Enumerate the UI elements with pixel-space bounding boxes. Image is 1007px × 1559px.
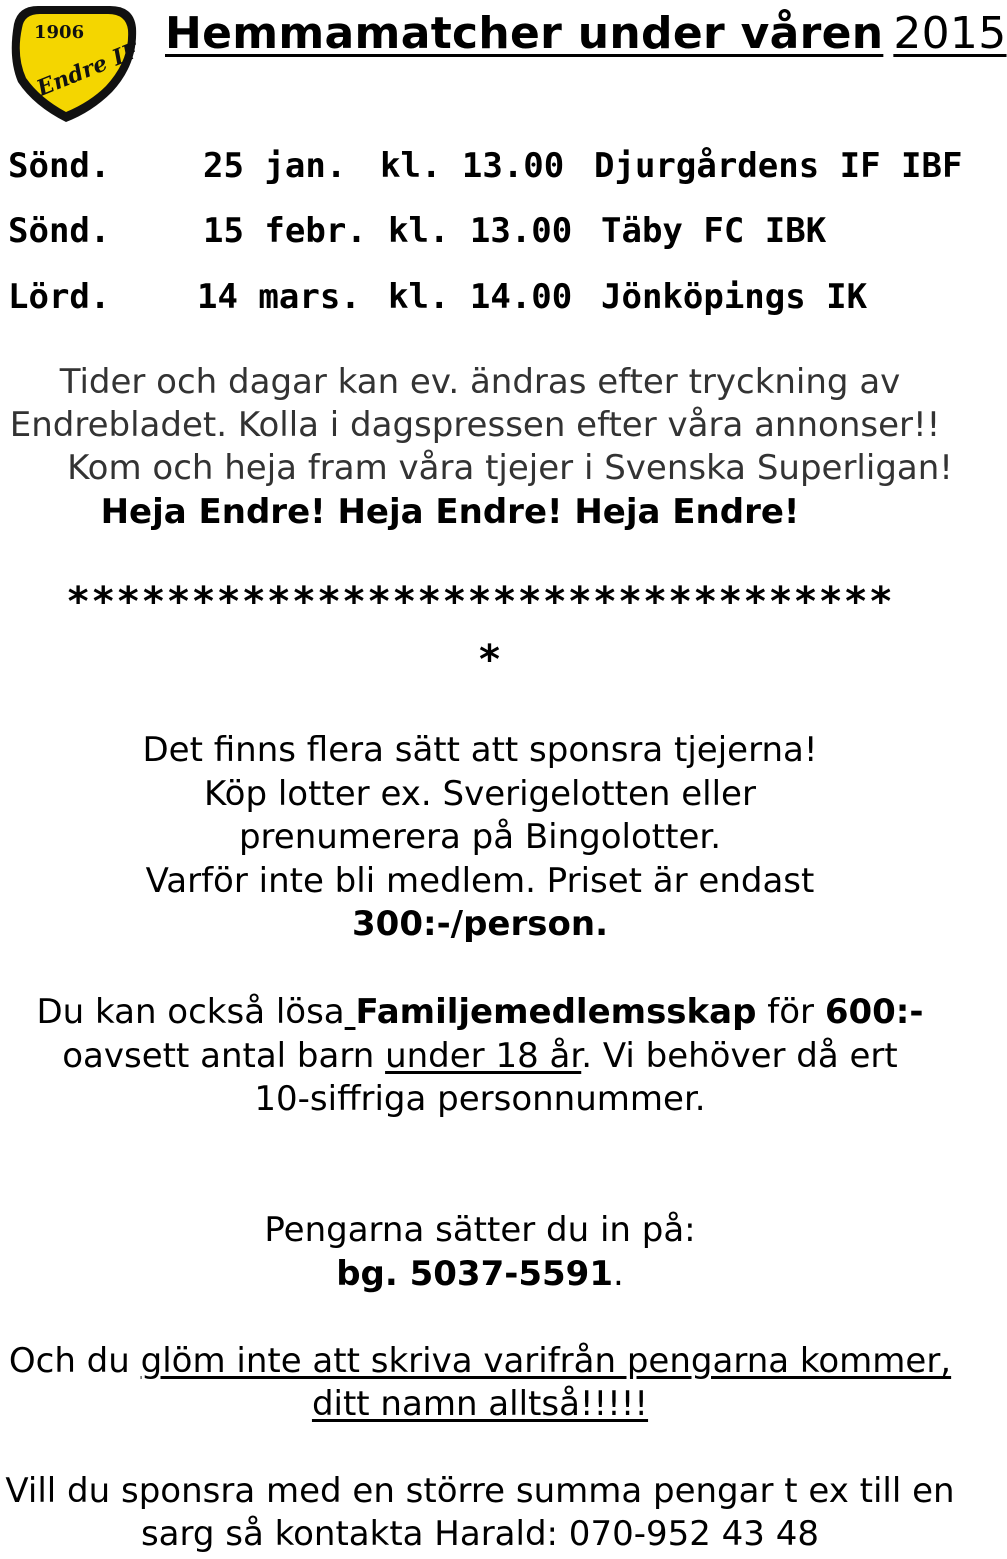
reminder-pre: Och du [8, 1341, 130, 1381]
contact-line-2: sarg så kontakta Harald: 070-952 43 48 [140, 1514, 820, 1554]
star-separator: ********************************* [66, 579, 894, 625]
reminder-line-2 [0, 1383, 960, 1427]
reminder-underlined-1: glöm inte att skriva varifrån pengarna kommer, [140, 1341, 952, 1381]
match-2-day: Sönd. [8, 211, 111, 251]
notice-line-1: Tider och dagar kan ev. ändras efter tryckning av [59, 362, 901, 402]
family-price: 600:- [824, 992, 924, 1032]
notice-line-2: Endrebladet. Kolla i dagspressen efter våra annonser!! [9, 405, 941, 445]
notice-line-3: Kom och heja fram våra tjejer i Svenska Superligan! [67, 448, 953, 488]
logo-year: 1906 [34, 22, 85, 43]
family-line-2-post: . Vi behöver då ert [581, 1036, 898, 1076]
match-2-time: kl. 13.00 [388, 211, 573, 251]
match-2-opponent: Täby FC IBK [601, 211, 827, 251]
sponsor-price: 300:-/person. [352, 904, 608, 944]
payment-dot: . [613, 1254, 624, 1294]
family-line-3: 10-siffriga personnummer. [254, 1079, 706, 1119]
reminder-line-1 [0, 1340, 960, 1384]
logo-name: Endre IF [33, 37, 143, 102]
family-line-2 [0, 1035, 960, 1079]
match-3-day: Lörd. [8, 277, 111, 317]
family-for: för [767, 992, 814, 1032]
match-1-time: kl. 13.00 [380, 146, 565, 186]
payment-account-line [0, 1253, 960, 1297]
match-2-date: 15 febr. [203, 211, 367, 251]
sponsor-line-3: prenumerera på Bingolotter. [238, 817, 722, 857]
title-text: Hemmamatcher under våren [165, 8, 884, 59]
payment-line-1: Pengarna sätter du in på: [264, 1210, 696, 1250]
family-line-1 [0, 991, 960, 1035]
contact-line-1: Vill du sponsra med en större summa pengar t ex till en [5, 1471, 955, 1511]
match-1-day: Sönd. [8, 146, 111, 186]
family-membership-name: Familjemedlemsskap [355, 992, 757, 1032]
match-1-opponent: Djurgårdens IF IBF [594, 146, 963, 186]
match-3-date: 14 mars. [197, 277, 361, 317]
title-year: 2015 [893, 8, 1007, 59]
reminder-underlined-2: ditt namn alltså!!!!! [311, 1384, 649, 1424]
payment-account: bg. 5037-5591 [336, 1254, 613, 1294]
sponsor-line-1: Det finns flera sätt att sponsra tjejerna! [142, 730, 818, 770]
family-pre: Du kan också lösa [36, 992, 345, 1032]
family-age-limit: under 18 år [385, 1036, 582, 1076]
star-separator-end: * [477, 637, 503, 683]
sponsor-line-2: Köp lotter ex. Sverigelotten eller [204, 774, 756, 814]
sponsor-line-4: Varför inte bli medlem. Priset är endast [145, 861, 815, 901]
match-3-opponent: Jönköpings IK [601, 277, 868, 317]
match-3-time: kl. 14.00 [388, 277, 573, 317]
notice-cheer: Heja Endre! Heja Endre! Heja Endre! [100, 492, 800, 532]
page-title [165, 8, 1007, 59]
family-line-2-pre: oavsett antal barn [62, 1036, 375, 1076]
endre-if-logo [4, 2, 143, 126]
match-1-date: 25 jan. [203, 146, 347, 186]
